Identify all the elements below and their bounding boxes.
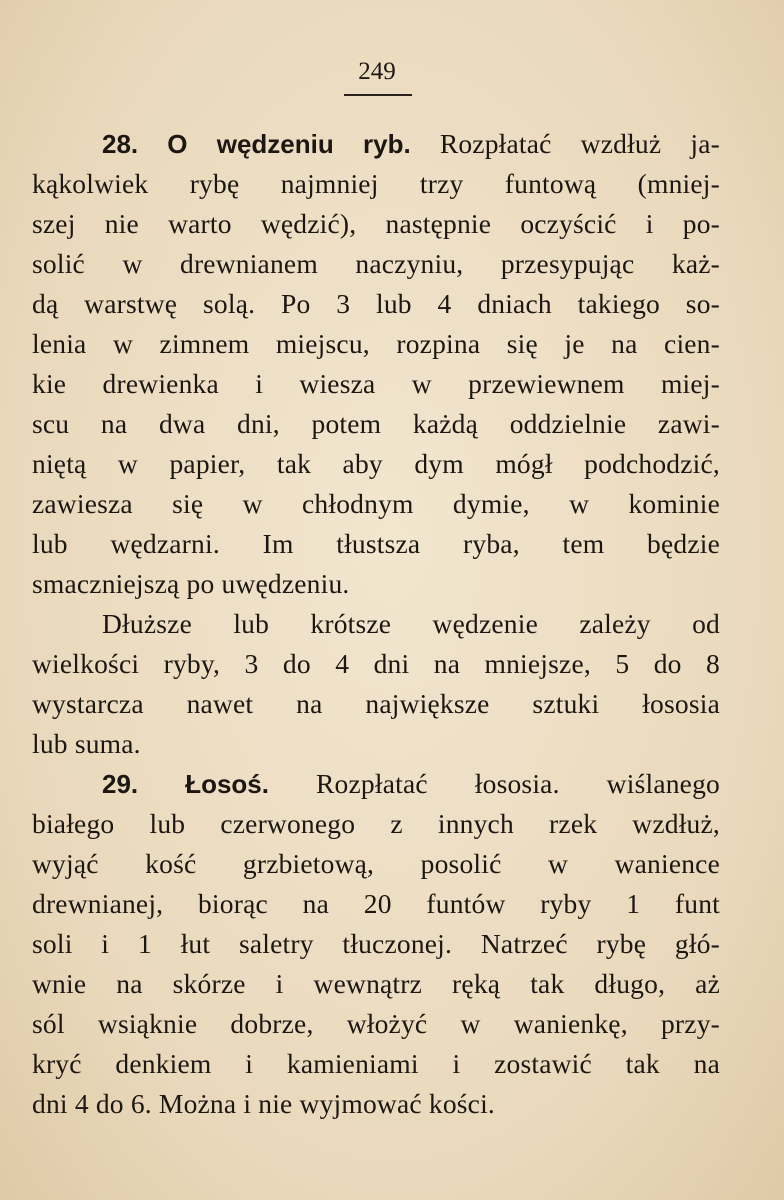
- page-number-underline: [344, 94, 412, 96]
- text-line: kąkolwiek rybę najmniej trzy funtową (mniej-: [32, 168, 720, 199]
- text-line: drewnianej, biorąc na 20 funtów ryby 1 funt: [32, 888, 720, 919]
- text-line: scu na dwa dni, potem każdą oddzielnie zawi-: [32, 408, 720, 439]
- text-line: Rozpłatać wzdłuż ja-: [439, 128, 720, 159]
- text-line: niętą w papier, tak aby dym mógł podchodzić,: [32, 448, 720, 479]
- page-text: [32, 124, 720, 1124]
- text-line: wielkości ryby, 3 do 4 dni na mniejsze, 5 do 8: [32, 648, 720, 679]
- text-line: lenia w zimnem miejscu, rozpina się je na cien-: [32, 328, 720, 359]
- text-line: Rozpłatać łososia. wiślanego: [316, 768, 720, 799]
- page-number: 249: [358, 58, 396, 85]
- text-line: wyjąć kość grzbietową, posolić w wanience: [32, 848, 720, 879]
- text-line: wnie na skórze i wewnątrz ręką tak długo, aż: [32, 968, 720, 999]
- text-line: lub suma.: [32, 728, 141, 759]
- section-number: 28.: [102, 129, 139, 159]
- text-line: dni 4 do 6. Można i nie wyjmować kości.: [32, 1088, 496, 1119]
- text-line: soli i 1 łut saletry tłuczonej. Natrzeć rybę głó-: [32, 928, 720, 959]
- section-title: O wędzeniu ryb.: [167, 129, 411, 159]
- text-line: sól wsiąknie dobrze, włożyć w wanienkę, przy-: [32, 1008, 720, 1039]
- section-28-heading-line: [32, 124, 720, 164]
- section-29-heading-line: [32, 764, 720, 804]
- text-line: wystarcza nawet na największe sztuki łososia: [32, 688, 720, 719]
- text-line: szej nie warto wędzić), następnie oczyścić i po-: [32, 208, 720, 239]
- section-number: 29.: [102, 769, 139, 799]
- text-line: lub wędzarni. Im tłustsza ryba, tem będzie: [32, 528, 720, 559]
- text-line: białego lub czerwonego z innych rzek wzdłuż,: [32, 808, 720, 839]
- text-line: kie drewienka i wiesza w przewiewnem miej-: [32, 368, 720, 399]
- text-line: Dłuższe lub krótsze wędzenie zależy od: [102, 608, 720, 639]
- section-title: Łosoś.: [185, 769, 269, 799]
- text-line: dą warstwę solą. Po 3 lub 4 dniach takiego so-: [32, 288, 720, 319]
- text-line: zawiesza się w chłodnym dymie, w kominie: [32, 488, 720, 519]
- text-line: kryć denkiem i kamieniami i zostawić tak na: [32, 1048, 720, 1079]
- text-line: smaczniejszą po uwędzeniu.: [32, 568, 350, 599]
- text-line: solić w drewnianem naczyniu, przesypując każ-: [32, 248, 720, 279]
